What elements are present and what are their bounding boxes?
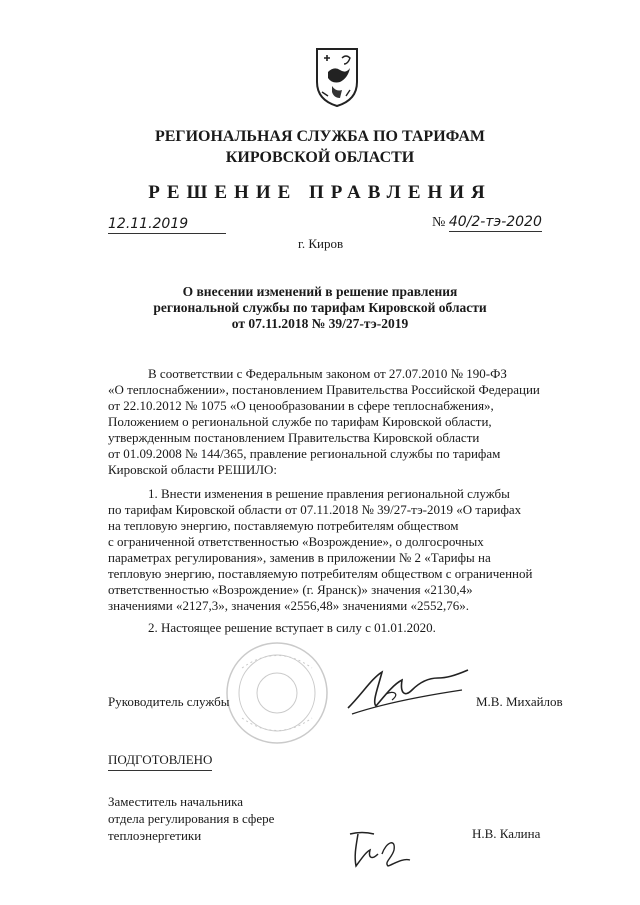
preparer-role-line: теплоэнергетики <box>108 828 202 843</box>
document-type-heading: РЕШЕНИЕ ПРАВЛЕНИЯ <box>148 182 492 203</box>
body-line: от 22.10.2012 № 1075 «О ценообразовании в сфере теплоснабжения», <box>108 398 494 413</box>
org-title-line1: РЕГИОНАЛЬНАЯ СЛУЖБА ПО ТАРИФАМ <box>154 128 486 145</box>
body-line: 1. Внести изменения в решение правления региональной службы <box>148 486 510 501</box>
body-line: «О теплоснабжении», постановлением Правительства Российской Федерации <box>108 382 540 397</box>
body-line: утвержденным постановлением Правительства Кировской области <box>108 430 480 445</box>
document-date: 12.11.2019 <box>108 216 226 234</box>
body-line: значениями «2127,3», значения «2556,48» значениями «2552,76». <box>108 598 469 613</box>
body-line: Кировской области РЕШИЛО: <box>108 462 278 477</box>
signatory-role: Руководитель службы <box>108 694 230 709</box>
body-line: с ограниченной ответственностью «Возрождение», о долгосрочных <box>108 534 484 549</box>
body-line: по тарифам Кировской области от 07.11.2018 № 39/27-тэ-2019 «О тарифах <box>108 502 522 517</box>
body-line: от 01.09.2008 № 144/365, правление региональной службы по тарифам <box>108 446 501 461</box>
body-line: Положением о региональной службе по тарифам Кировской области, <box>108 414 492 429</box>
document-number <box>432 214 560 231</box>
body-line: В соответствии с Федеральным законом от 27.07.2010 № 190-ФЗ <box>148 366 507 381</box>
document-number-value: 40/2-тэ-2020 <box>448 214 542 230</box>
subject-line: от 07.11.2018 № 39/27-тэ-2019 <box>231 316 409 331</box>
org-title-line2: КИРОВСКОЙ ОБЛАСТИ <box>225 149 415 166</box>
body-line: на тепловую энергию, поставляемую потребителям обществом <box>108 518 459 533</box>
number-sign: № <box>432 215 446 230</box>
preparer-role-line: отдела регулирования в сфере <box>108 811 275 826</box>
signatory-name: М.В. Михайлов <box>476 694 563 709</box>
round-seal-stamp <box>222 638 332 748</box>
body-line: тепловую энергию, поставляемую потребителям обществом с ограниченной <box>108 566 533 581</box>
handwritten-signature <box>342 664 474 720</box>
body-line: 2. Настоящее решение вступает в силу с 01.01.2020. <box>148 620 436 635</box>
preparer-name: Н.В. Калина <box>472 826 541 841</box>
coat-of-arms-icon <box>314 46 360 108</box>
body-line: ответственностью «Возрождение» (г. Яранск)» значения «2130,4» <box>108 582 473 597</box>
prepared-label: ПОДГОТОВЛЕНО <box>108 752 212 771</box>
subject-line: О внесении изменений в решение правления <box>182 284 458 299</box>
body-line: параметрах регулирования», заменив в приложении № 2 «Тарифы на <box>108 550 491 565</box>
preparer-role-line: Заместитель начальника <box>108 794 243 809</box>
subject-line: региональной службы по тарифам Кировской области <box>153 300 487 315</box>
handwritten-signature <box>344 824 416 872</box>
city: г. Киров <box>298 236 344 251</box>
